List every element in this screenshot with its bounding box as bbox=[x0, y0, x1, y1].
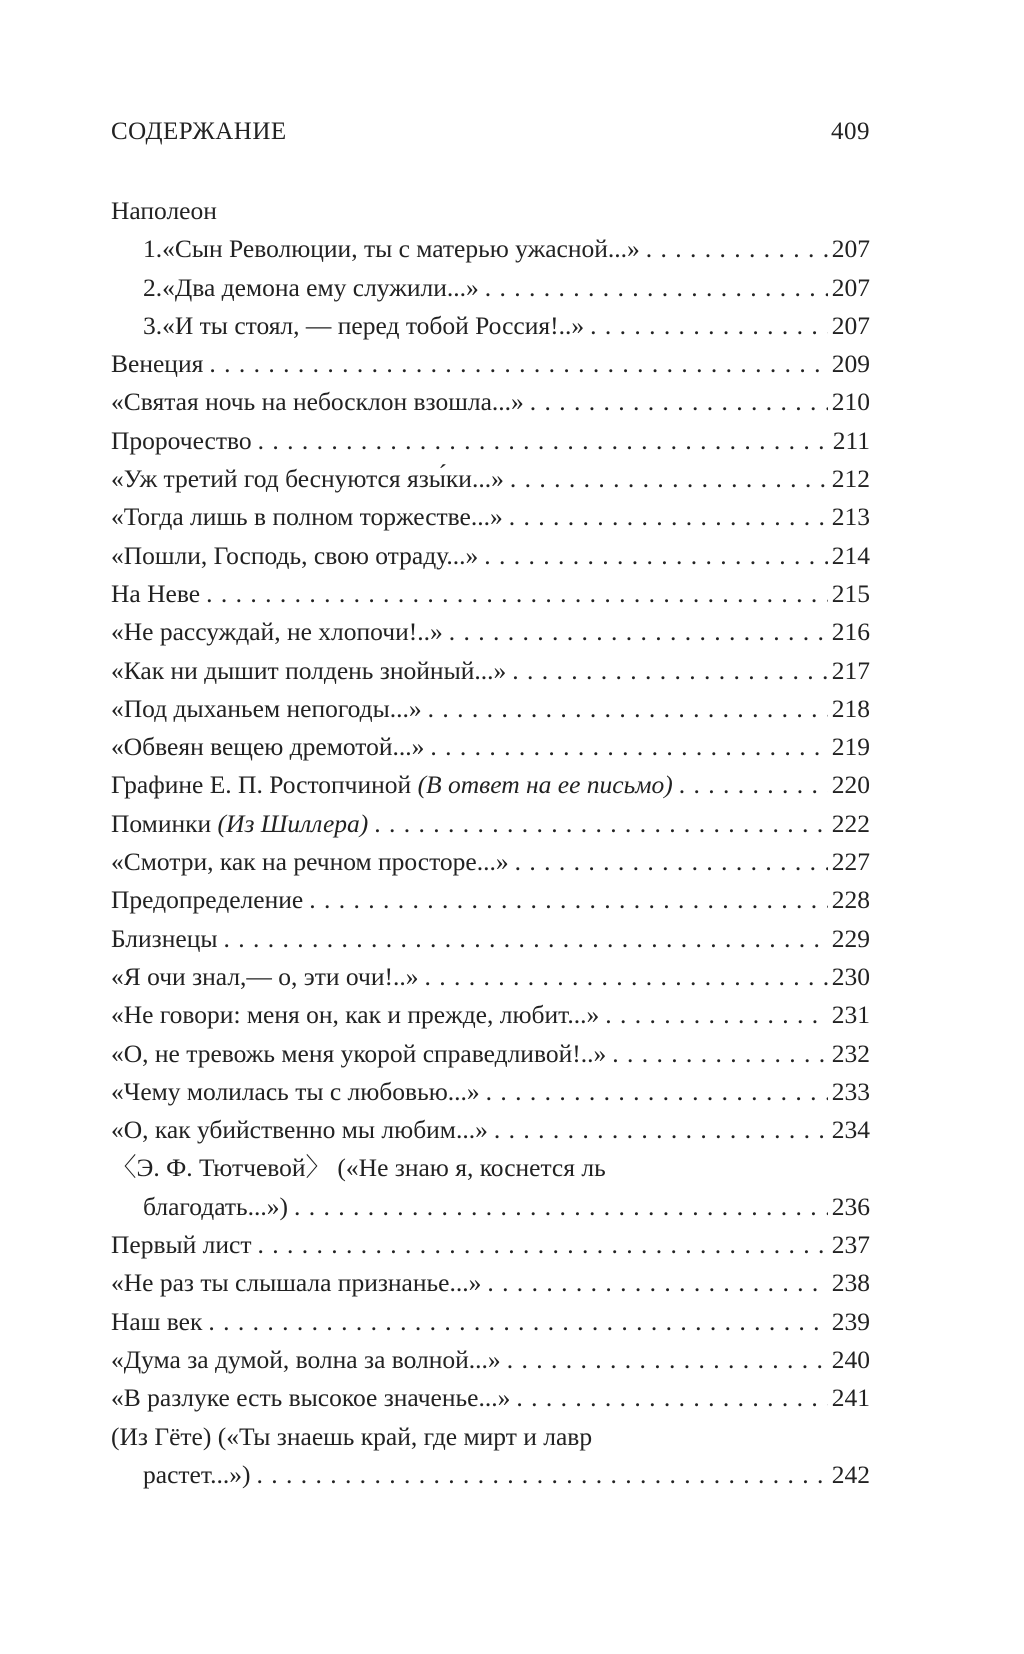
toc-entry bbox=[111, 1264, 870, 1302]
toc-entry bbox=[111, 958, 870, 996]
toc-entry-title: Графине Е. П. Ростопчиной (В ответ на ее письмо) bbox=[111, 770, 673, 800]
toc-entry-page: 242 bbox=[831, 1459, 870, 1489]
dot-leader bbox=[509, 498, 828, 536]
toc-entry-number: 3. bbox=[143, 310, 163, 340]
toc-entry-page: 230 bbox=[831, 961, 870, 991]
toc-entry-title: «Два демона ему служили...» bbox=[162, 272, 479, 302]
dot-leader bbox=[428, 690, 828, 728]
dot-leader bbox=[294, 1188, 828, 1226]
toc-entry-page: 229 bbox=[831, 923, 870, 953]
toc-entry-title: «О, не тревожь меня укорой справедливой!..» bbox=[111, 1038, 607, 1068]
toc-entry-page: 211 bbox=[832, 425, 870, 455]
toc-entry-page: 241 bbox=[831, 1383, 870, 1413]
toc-entry-page: 234 bbox=[831, 1115, 870, 1145]
toc-entry-title: «Не рассуждай, не хлопочи!..» bbox=[111, 617, 443, 647]
toc-entry-title: «Сын Революции, ты с матерью ужасной...» bbox=[162, 234, 640, 264]
dot-leader bbox=[510, 460, 828, 498]
page-number: 409 bbox=[831, 118, 870, 145]
toc-entry-page: 214 bbox=[831, 540, 870, 570]
dot-leader bbox=[507, 1341, 828, 1379]
toc-entry-page: 217 bbox=[831, 655, 870, 685]
toc-entry-page: 219 bbox=[831, 732, 870, 762]
toc-entry-title: Пророчество bbox=[111, 425, 252, 455]
toc-entry bbox=[111, 498, 870, 536]
toc-entry bbox=[111, 575, 870, 613]
dot-leader bbox=[515, 843, 828, 881]
toc-entry-page: 212 bbox=[831, 464, 870, 494]
toc-entry bbox=[111, 843, 870, 881]
toc-group-heading bbox=[111, 192, 870, 230]
dot-leader bbox=[449, 613, 828, 651]
toc-entry-page: 218 bbox=[831, 693, 870, 723]
dot-leader bbox=[516, 1379, 827, 1417]
toc-entry bbox=[111, 1226, 870, 1264]
toc-entry bbox=[111, 996, 870, 1034]
toc-entry-title: «Тогда лишь в полном торжестве...» bbox=[111, 502, 503, 532]
toc-entry-page: 227 bbox=[831, 847, 870, 877]
toc-entry-title: Венеция bbox=[111, 349, 204, 379]
toc-entry-note: (Из Шиллера) bbox=[217, 808, 369, 838]
toc-entry-title: «О, как убийственно мы любим...» bbox=[111, 1115, 488, 1145]
toc-entry bbox=[111, 383, 870, 421]
toc-entry-page: 232 bbox=[831, 1038, 870, 1068]
dot-leader bbox=[487, 1264, 827, 1302]
toc-entry-title: «Под дыханьем непогоды...» bbox=[111, 693, 422, 723]
toc-entry-title: Близнецы bbox=[111, 923, 218, 953]
dot-leader bbox=[612, 1035, 828, 1073]
toc-entry bbox=[111, 1188, 870, 1226]
toc-entry bbox=[111, 652, 870, 690]
toc-entry bbox=[111, 537, 870, 575]
toc-entry-title: «В разлуке есть высокое значенье...» bbox=[111, 1383, 511, 1413]
toc-entry-page: 238 bbox=[831, 1268, 870, 1298]
toc-entry bbox=[111, 307, 870, 345]
toc-entry-title: благодать...») bbox=[143, 1191, 288, 1221]
toc-entry-title: Наполеон bbox=[111, 196, 217, 225]
dot-leader bbox=[530, 383, 828, 421]
toc-entry-page: 209 bbox=[831, 349, 870, 379]
toc-entry bbox=[111, 422, 870, 460]
toc-entry-title: «Не раз ты слышала признанье...» bbox=[111, 1268, 482, 1298]
toc-entry-title: «Не говори: меня он, как и прежде, любит...» bbox=[111, 1000, 600, 1030]
toc-entry-title: (Из Гёте) («Ты знаешь край, где мирт и лавр bbox=[111, 1421, 593, 1451]
toc-entry bbox=[111, 1073, 870, 1111]
toc-entry-page: 233 bbox=[831, 1076, 870, 1106]
dot-leader bbox=[209, 345, 827, 383]
toc-entry-title: растет...») bbox=[143, 1459, 251, 1489]
toc-entry bbox=[111, 920, 870, 958]
toc-entry bbox=[111, 881, 870, 919]
toc-entry-page: 222 bbox=[831, 808, 870, 838]
toc-entry-page: 216 bbox=[831, 617, 870, 647]
dot-leader bbox=[646, 230, 828, 268]
toc-entry-page: 237 bbox=[831, 1230, 870, 1260]
toc-entry bbox=[111, 1456, 870, 1494]
toc-entry bbox=[111, 1379, 870, 1417]
toc-entry-title: «Обвеян вещею дремотой...» bbox=[111, 732, 425, 762]
toc-entry-title: «Дума за думой, волна за волной...» bbox=[111, 1344, 501, 1374]
toc-entry-page: 228 bbox=[831, 885, 870, 915]
toc-entry bbox=[111, 345, 870, 383]
dot-leader bbox=[258, 1226, 828, 1264]
dot-leader bbox=[224, 920, 828, 958]
running-head bbox=[111, 118, 870, 146]
toc-entry-title: Предопределение bbox=[111, 885, 304, 915]
dot-leader bbox=[206, 575, 828, 613]
toc-entry-page: 213 bbox=[831, 502, 870, 532]
dot-leader bbox=[208, 1303, 827, 1341]
dot-leader bbox=[605, 996, 828, 1034]
toc-entry bbox=[111, 690, 870, 728]
toc-entry-title: «Святая ночь на небосклон взошла...» bbox=[111, 387, 524, 417]
toc-entry-page: 207 bbox=[831, 310, 870, 340]
toc-entry-title: «Чему молилась ты с любовью...» bbox=[111, 1076, 480, 1106]
dot-leader bbox=[430, 728, 827, 766]
toc-entry bbox=[111, 460, 870, 498]
toc-entry bbox=[111, 613, 870, 651]
toc-entry-page: 239 bbox=[831, 1306, 870, 1336]
dot-leader bbox=[485, 269, 828, 307]
toc-entry bbox=[111, 230, 870, 268]
toc-entry-title: «Уж третий год беснуются язы́ки...» bbox=[111, 464, 504, 494]
section-title: СОДЕРЖАНИЕ bbox=[111, 118, 287, 145]
toc-entry-page: 215 bbox=[831, 578, 870, 608]
dot-leader bbox=[494, 1111, 828, 1149]
dot-leader bbox=[484, 537, 828, 575]
toc-entry-title: Поминки (Из Шиллера) bbox=[111, 808, 369, 838]
toc-entry-number: 1. bbox=[143, 234, 163, 264]
toc-entry-number: 2. bbox=[143, 272, 163, 302]
dot-leader bbox=[512, 652, 828, 690]
toc-entry bbox=[111, 1111, 870, 1149]
toc-entry-title: На Неве bbox=[111, 578, 201, 608]
dot-leader bbox=[424, 958, 827, 996]
toc-entry-page: 220 bbox=[831, 770, 870, 800]
toc-entry-first-line bbox=[111, 1149, 870, 1187]
toc-entry-page: 240 bbox=[831, 1344, 870, 1374]
toc-entry-page: 231 bbox=[831, 1000, 870, 1030]
toc-entry bbox=[111, 269, 870, 307]
toc-entry-page: 207 bbox=[831, 272, 870, 302]
toc-entry-title: «Смотри, как на речном просторе...» bbox=[111, 847, 509, 877]
toc-entry bbox=[111, 766, 870, 804]
toc-entry-title: «Как ни дышит полдень знойный...» bbox=[111, 655, 507, 685]
dot-leader bbox=[679, 766, 828, 804]
table-of-contents bbox=[111, 192, 870, 1494]
toc-entry-title: 〈Э. Ф. Тютчевой〉 («Не знаю я, коснется ль bbox=[111, 1153, 606, 1183]
toc-entry-first-line bbox=[111, 1418, 870, 1456]
dot-leader bbox=[309, 881, 828, 919]
dot-leader bbox=[590, 307, 828, 345]
toc-entry-page: 236 bbox=[831, 1191, 870, 1221]
dot-leader bbox=[258, 422, 829, 460]
toc-entry-page: 210 bbox=[831, 387, 870, 417]
toc-entry-title: Первый лист bbox=[111, 1230, 252, 1260]
toc-entry bbox=[111, 728, 870, 766]
toc-entry-title: «Я очи знал,— о, эти очи!..» bbox=[111, 961, 419, 991]
dot-leader bbox=[486, 1073, 828, 1111]
toc-entry bbox=[111, 1341, 870, 1379]
toc-entry-title: Наш век bbox=[111, 1306, 203, 1336]
dot-leader bbox=[374, 805, 827, 843]
toc-entry-page: 207 bbox=[831, 234, 870, 264]
toc-entry-title: «Пошли, Господь, свою отраду...» bbox=[111, 540, 479, 570]
toc-entry bbox=[111, 1303, 870, 1341]
toc-entry bbox=[111, 805, 870, 843]
toc-entry-note: (В ответ на ее письмо) bbox=[417, 770, 673, 800]
toc-entry bbox=[111, 1035, 870, 1073]
dot-leader bbox=[256, 1456, 827, 1494]
toc-entry-title: «И ты стоял, — перед тобой Россия!..» bbox=[162, 310, 585, 340]
